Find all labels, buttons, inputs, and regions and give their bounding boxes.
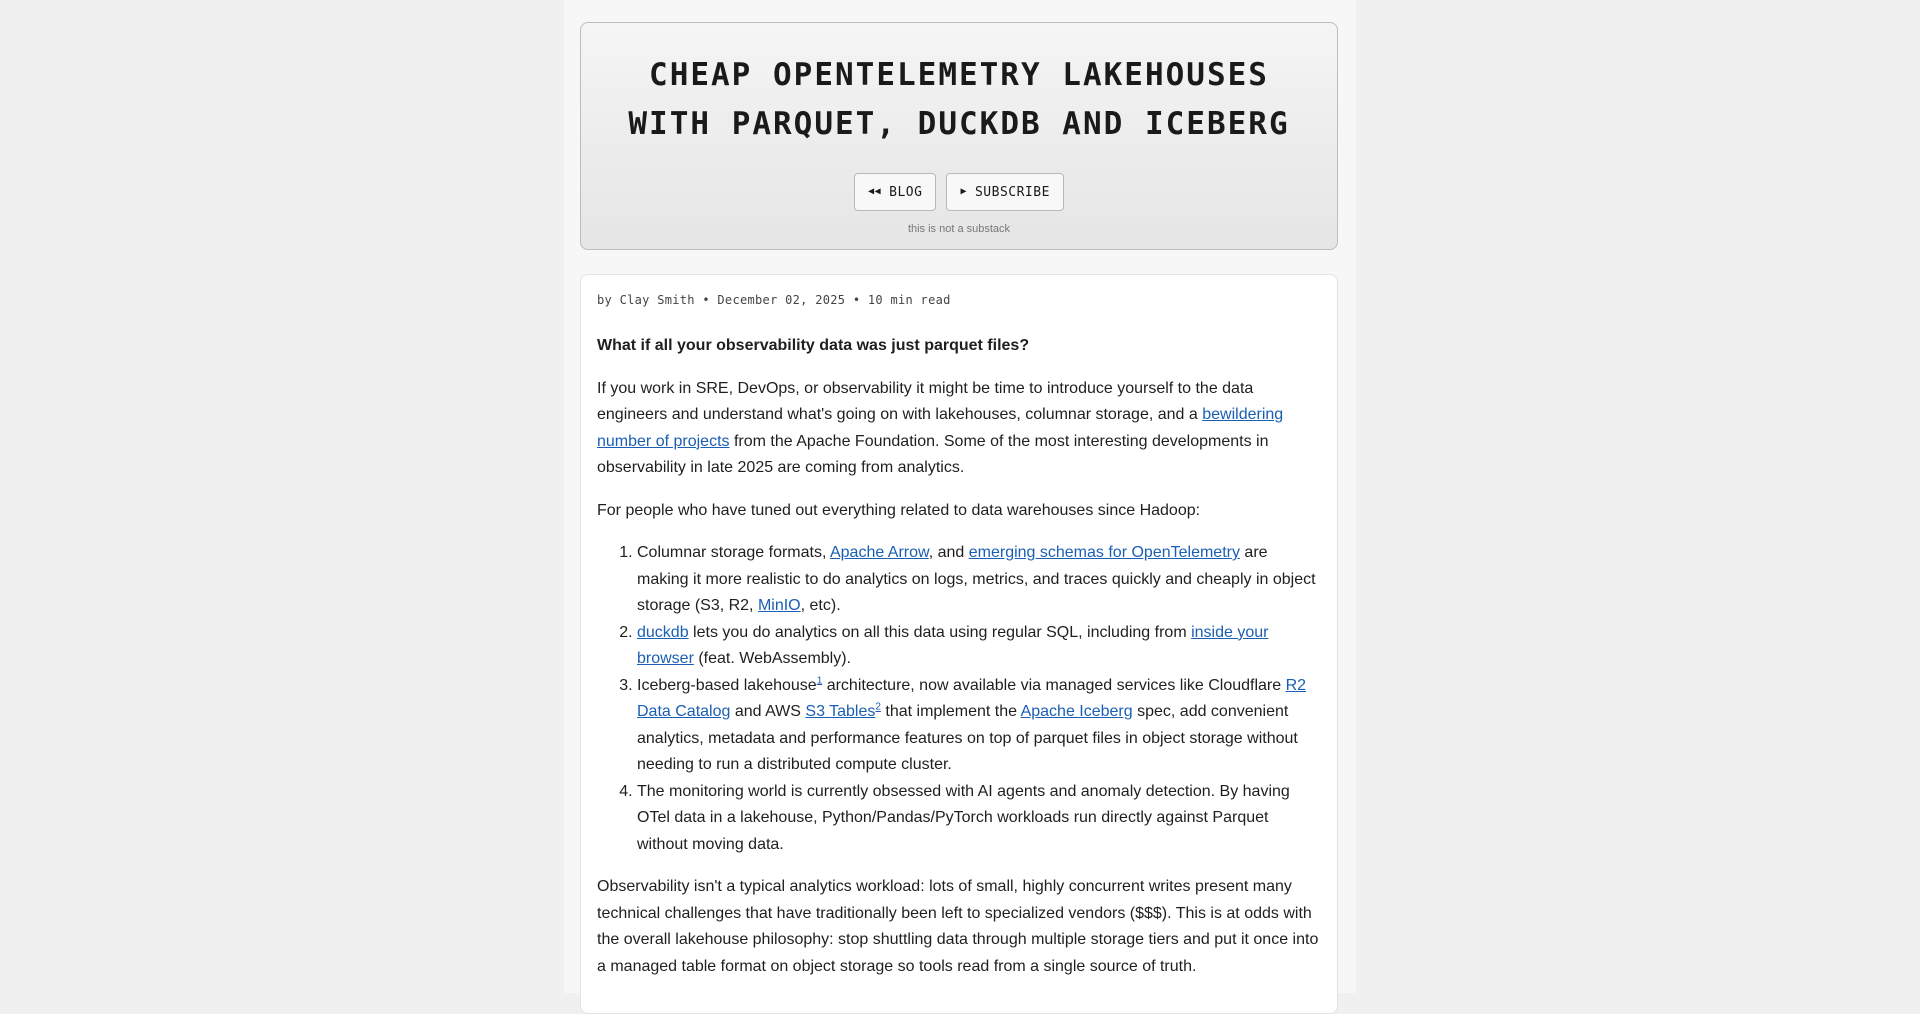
numbered-list — [597, 540, 1321, 858]
list-item: 4. The monitoring world is currently obsessed with AI agents and anomaly detection. By having OTel data in a lakehouse, Python/Pandas/PyTorch workloads run directly against Parquet without moving data. — [637, 779, 1321, 859]
article-lead: What if all your observability data was just parquet files? — [597, 337, 1030, 354]
page-title: CHEAP OPENTELEMETRY LAKEHOUSES WITH PARQUET, DUCKDB AND ICEBERG — [628, 57, 1290, 142]
text: , and — [928, 544, 969, 561]
link-apache-iceberg[interactable]: Apache Iceberg — [1020, 703, 1133, 720]
list-item — [637, 540, 1321, 620]
text: (feat. WebAssembly). — [693, 650, 851, 667]
link-inside-browser[interactable]: inside your browser — [637, 623, 1269, 667]
blog-button[interactable] — [854, 173, 936, 211]
link-otel-schemas[interactable]: emerging schemas for OpenTelemetry — [968, 544, 1240, 561]
play-icon: ▶ — [960, 186, 967, 197]
text: If you work in SRE, DevOps, or observability it might be time to introduce yourself to the data engineers and understand what's going on with lakehouses, columnar storage, and a — [597, 379, 1254, 423]
link-bewildering-projects[interactable]: bewildering number of projects — [597, 406, 1284, 450]
footnote-1-link[interactable]: 1 — [816, 675, 823, 687]
link-r2-data-catalog[interactable]: R2 Data Catalog — [637, 676, 1307, 720]
link-apache-arrow[interactable]: Apache Arrow — [829, 544, 929, 561]
list-item — [637, 620, 1321, 673]
text: and AWS — [730, 703, 806, 720]
subscribe-button[interactable] — [946, 173, 1063, 211]
text: from the Apache Foundation. Some of the most interesting developments in observability in late 2025 are coming from analytics. — [597, 432, 1269, 476]
article — [580, 274, 1338, 1014]
rewind-icon: ◀◀ — [868, 186, 882, 197]
text: spec, add convenient analytics, metadata and performance features on top of parquet files in object storage without needing to run a distributed compute cluster. — [637, 703, 1298, 773]
byline: by Clay Smith • December 02, 2025 • 10 min read — [597, 293, 951, 307]
text: architecture, now available via managed services like Cloudflare — [822, 676, 1286, 694]
link-minio[interactable]: MinIO — [757, 597, 801, 614]
text: , etc). — [800, 597, 841, 614]
paragraph-observability: Observability isn't a typical analytics workload: lots of small, highly concurrent writes present many technical challenges that have traditionally been left to specialized vendors ($$$). This is at odds with the overall lakehouse philosophy: stop shuttling data through multiple storage tiers and put it once into a managed table format on object storage so tools read from a single source of truth. — [597, 878, 1319, 975]
text: that implement the — [880, 703, 1021, 720]
paragraph-intro — [597, 376, 1321, 482]
text: Iceberg-based lakehouse — [637, 676, 817, 694]
text: lets you do analytics on all this data using regular SQL, including from — [688, 623, 1192, 641]
link-s3-tables[interactable]: S3 Tables — [805, 703, 876, 720]
paragraph-hadoop: For people who have tuned out everything related to data warehouses since Hadoop: — [597, 501, 1201, 519]
list-item — [637, 673, 1321, 779]
link-duckdb[interactable]: duckdb — [637, 623, 689, 641]
site-header — [580, 22, 1338, 250]
footnote-2-link[interactable]: 2 — [875, 701, 881, 713]
nav-buttons — [581, 173, 1337, 211]
text: are making it more realistic to do analytics on logs, metrics, and traces quickly and cheaply in object storage (S3, R2, — [637, 544, 1316, 614]
text: Columnar storage formats, — [637, 544, 830, 561]
subscribe-button-label: SUBSCRIBE — [974, 184, 1050, 200]
tagline: this is not a substack — [907, 223, 1011, 235]
blog-button-label: BLOG — [889, 184, 923, 200]
